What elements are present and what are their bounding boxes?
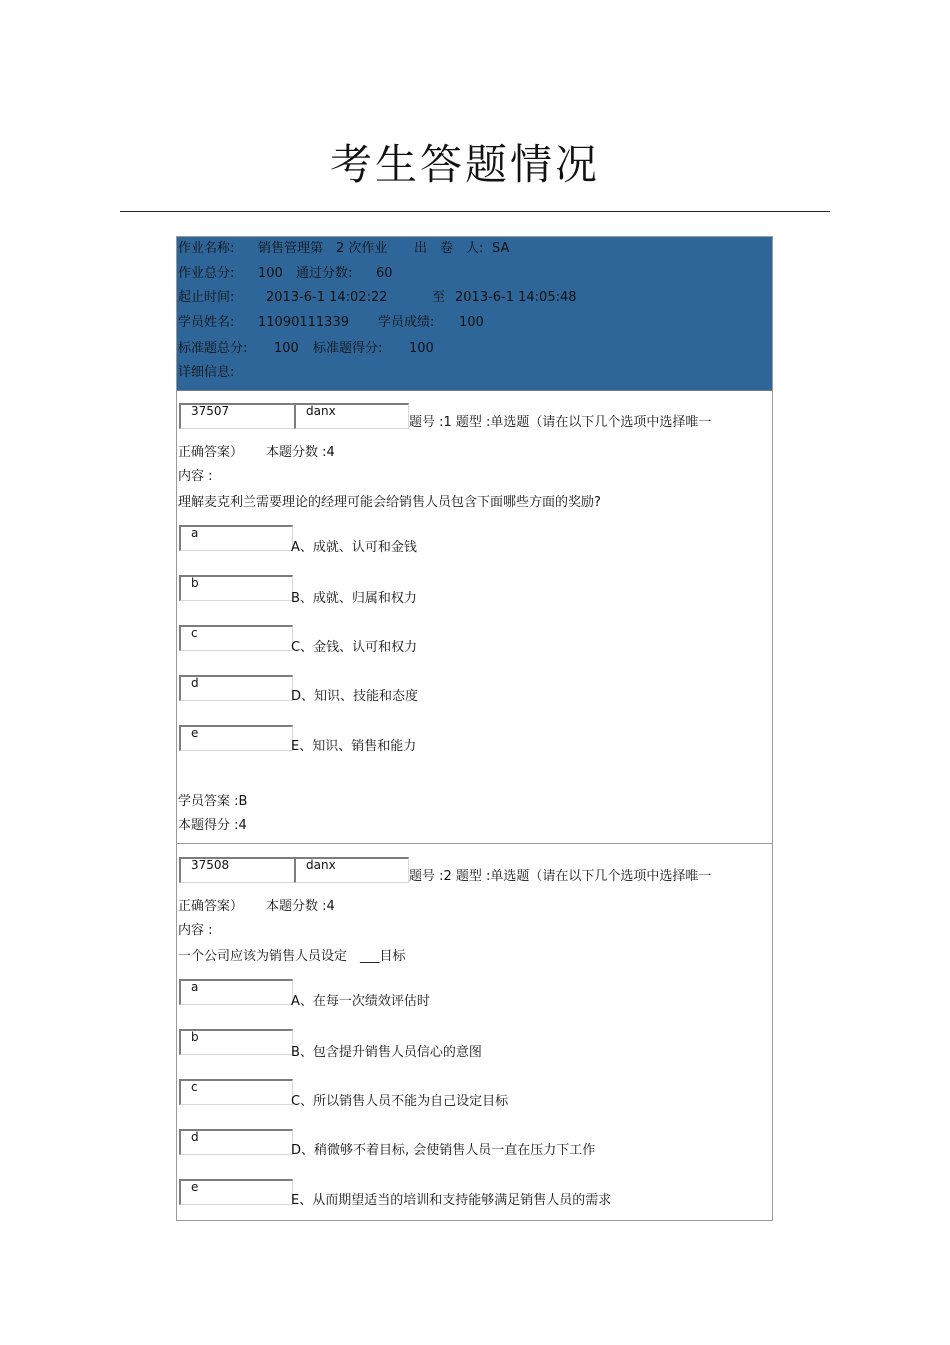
option-text: D、稍微够不着目标, 会使销售人员一直在压力下工作 (291, 1143, 596, 1158)
pass-value: 60 (376, 266, 393, 281)
total-value: 100 (258, 266, 283, 281)
pass-label: 通过分数: (296, 266, 353, 281)
std-total: 100 (274, 341, 299, 356)
option-box[interactable]: b (179, 1029, 293, 1055)
question-points: 本题分数 :4 (266, 899, 335, 914)
result-panel (176, 236, 773, 1221)
option-box[interactable]: b (179, 575, 293, 601)
question-type-box[interactable]: danx (294, 403, 409, 429)
option-text: C、所以销售人员不能为自己设定目标 (291, 1094, 509, 1109)
question-header: 题号 :1 题型 :单选题（请在以下几个选项中选择唯一 (409, 415, 712, 430)
time-start: 2013-6-1 14:02:22 (266, 290, 388, 305)
author-label: 出 卷 人: (414, 241, 484, 256)
question-id-box[interactable]: 37508 (179, 857, 295, 883)
homework-name-label: 作业名称: (178, 241, 235, 256)
student-score: 100 (459, 315, 484, 330)
total-label: 作业总分: (178, 266, 235, 281)
option-box[interactable]: e (179, 1179, 293, 1205)
option-box[interactable]: e (179, 725, 293, 751)
std-total-label: 标准题总分: (178, 341, 248, 356)
question-id-box[interactable]: 37507 (179, 403, 295, 429)
option-box[interactable]: d (179, 675, 293, 701)
question-divider (177, 843, 772, 844)
option-box[interactable]: d (179, 1129, 293, 1155)
option-text: A、在每一次绩效评估时 (291, 994, 430, 1009)
option-box[interactable]: a (179, 525, 293, 551)
option-text: B、包含提升销售人员信心的意图 (291, 1045, 482, 1060)
option-text: E、知识、销售和能力 (291, 739, 417, 754)
question-header-cont: 正确答案） (178, 445, 244, 460)
option-box[interactable]: c (179, 625, 293, 651)
time-end: 2013-6-1 14:05:48 (455, 290, 577, 305)
option-box[interactable]: a (179, 979, 293, 1005)
content-label: 内容 : (178, 923, 213, 938)
time-label: 起止时间: (178, 290, 235, 305)
homework-name: 销售管理第 2 次作业 (258, 241, 388, 256)
option-text: C、金钱、认可和权力 (291, 640, 418, 655)
student-answer: 学员答案 :B (178, 794, 248, 809)
student-score-label: 学员成绩: (378, 315, 435, 330)
homework-info-header (177, 237, 772, 391)
option-text: A、成就、认可和金钱 (291, 540, 417, 555)
title-divider (120, 211, 830, 212)
question-type-box[interactable]: danx (294, 857, 409, 883)
option-text: D、知识、技能和态度 (291, 689, 419, 704)
detail-label: 详细信息: (178, 365, 235, 380)
std-score: 100 (409, 341, 434, 356)
question-points: 本题分数 :4 (266, 445, 335, 460)
student-name-label: 学员姓名: (178, 315, 235, 330)
question-content: 理解麦克利兰需要理论的经理可能会给销售人员包含下面哪些方面的奖励? (178, 495, 601, 510)
option-box[interactable]: c (179, 1079, 293, 1105)
author-value: SA (492, 241, 510, 256)
time-to: 至 (432, 290, 446, 305)
student-name: 11090111339 (258, 315, 349, 330)
option-text: E、从而期望适当的培训和支持能够满足销售人员的需求 (291, 1193, 612, 1208)
question-header-cont: 正确答案） (178, 899, 244, 914)
question-score: 本题得分 :4 (178, 818, 247, 833)
question-content: 一个公司应该为销售人员设定 ___目标 (178, 949, 406, 964)
content-label: 内容 : (178, 469, 213, 484)
option-text: B、成就、归属和权力 (291, 591, 417, 606)
question-header: 题号 :2 题型 :单选题（请在以下几个选项中选择唯一 (409, 869, 712, 884)
std-score-label: 标准题得分: (313, 341, 383, 356)
page-title: 考生答题情况 (329, 140, 600, 189)
